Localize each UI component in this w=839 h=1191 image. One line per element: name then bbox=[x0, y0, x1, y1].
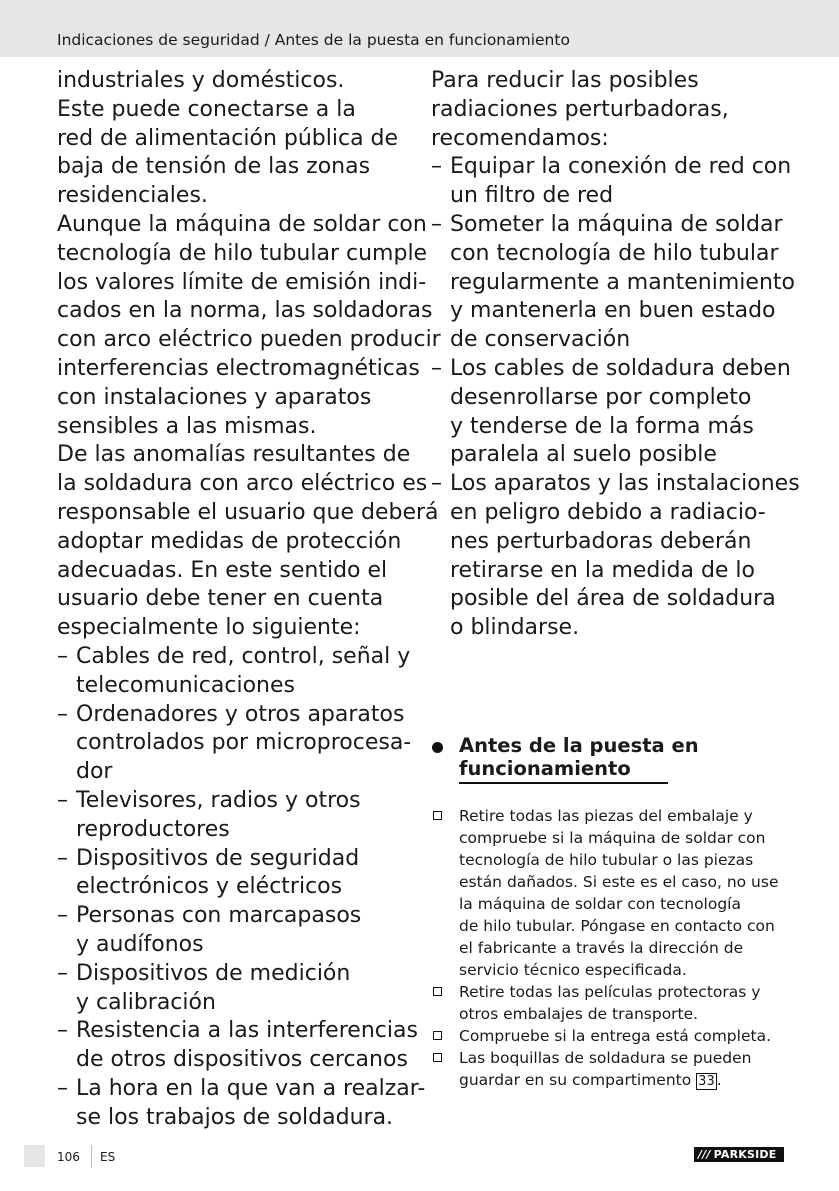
text-line: interferencias electromagnéticas bbox=[57, 355, 420, 381]
text-fragment: guardar en su compartimento bbox=[459, 1071, 692, 1089]
text-line: con arco eléctrico pueden producir bbox=[57, 327, 441, 353]
dash-item bbox=[431, 355, 791, 470]
text-fragment: . bbox=[716, 1071, 722, 1089]
text-line: están dañados. Si este es el caso, no use bbox=[459, 873, 779, 891]
text-line: se los trabajos de soldadura. bbox=[76, 1104, 394, 1130]
dash-item bbox=[57, 960, 417, 1018]
left-paragraph-3 bbox=[57, 441, 439, 643]
brand-logo bbox=[694, 1147, 784, 1162]
text-line: posible del área de soldadura bbox=[450, 586, 776, 612]
text-line: telecomunicaciones bbox=[76, 672, 295, 698]
text-line: La hora en la que van a realzar- bbox=[76, 1075, 426, 1101]
text-line: tecnología de hilo tubular cumple bbox=[57, 240, 428, 266]
text-line: Ordenadores y otros aparatos bbox=[76, 701, 405, 727]
text-line: un filtro de red bbox=[450, 183, 614, 209]
text-line: compruebe si la máquina de soldar con bbox=[459, 829, 766, 847]
text-line: responsable el usuario que deberá bbox=[57, 499, 439, 525]
text-line: Los aparatos y las instalaciones bbox=[450, 471, 800, 497]
text-line: con tecnología de hilo tubular bbox=[450, 240, 779, 266]
dash-mark: – bbox=[57, 787, 68, 813]
text-line: o blindarse. bbox=[450, 615, 580, 641]
text-line: en peligro debido a radiacio- bbox=[450, 499, 766, 525]
text-line: De las anomalías resultantes de bbox=[57, 442, 411, 468]
text-line: usuario debe tener en cuenta bbox=[57, 586, 384, 612]
text-line: Los cables de soldadura deben bbox=[450, 355, 791, 381]
checkbox-square-icon bbox=[433, 811, 442, 820]
dash-item bbox=[431, 211, 795, 355]
footer-divider bbox=[91, 1145, 92, 1168]
brand-slashes: /// bbox=[698, 1148, 711, 1161]
brand-name: PARKSIDE bbox=[713, 1148, 777, 1161]
dash-mark: – bbox=[57, 960, 68, 986]
title-line: Antes de la puesta en bbox=[459, 734, 699, 757]
dash-mark: – bbox=[57, 903, 68, 929]
dash-item bbox=[57, 701, 417, 787]
bullet-dot-icon bbox=[432, 742, 443, 753]
text-line: baja de tensión de las zonas bbox=[57, 154, 371, 180]
dash-mark: – bbox=[57, 1018, 68, 1044]
checklist-item bbox=[431, 1025, 791, 1047]
dash-item bbox=[431, 470, 800, 643]
checklist-item bbox=[431, 805, 791, 981]
dash-item bbox=[57, 845, 417, 903]
left-paragraph-2 bbox=[57, 211, 441, 441]
footer-tab bbox=[24, 1145, 45, 1167]
text-line: especialmente lo siguiente: bbox=[57, 615, 361, 641]
text-line: Retire todas las piezas del embalaje y bbox=[459, 807, 753, 825]
dash-mark: – bbox=[57, 701, 68, 727]
text-line: radiaciones perturbadoras, bbox=[431, 96, 729, 122]
dash-item bbox=[57, 787, 417, 845]
text-line: los valores límite de emisión indi- bbox=[57, 269, 427, 295]
text-line: regularmente a mantenimiento bbox=[450, 269, 795, 295]
text-line: Personas con marcapasos bbox=[76, 903, 362, 929]
text-line: Aunque la máquina de soldar con bbox=[57, 211, 427, 237]
text-line: electrónicos y eléctricos bbox=[76, 874, 343, 900]
text-line: Someter la máquina de soldar bbox=[450, 211, 783, 237]
page-number: 106 bbox=[57, 1150, 80, 1164]
text-line: Este puede conectarse a la bbox=[57, 96, 356, 122]
title-line: funcionamiento bbox=[459, 757, 631, 780]
header-title: Indicaciones de seguridad / Antes de la puesta en funcionamiento bbox=[57, 31, 570, 49]
checklist-item bbox=[431, 981, 791, 1025]
text-line: Retire todas las películas protectoras y bbox=[459, 983, 761, 1001]
dash-mark: – bbox=[57, 845, 68, 871]
text-line: Las boquillas de soldadura se pueden bbox=[459, 1049, 752, 1067]
dash-mark: – bbox=[431, 154, 442, 180]
left-paragraph-1 bbox=[57, 67, 417, 211]
right-intro bbox=[431, 67, 791, 153]
text-line: Equipar la conexión de red con bbox=[450, 154, 792, 180]
dash-item bbox=[57, 902, 417, 960]
text-line: paralela al suelo posible bbox=[450, 442, 717, 468]
text-line: Resistencia a las interferencias bbox=[76, 1018, 418, 1044]
checklist-item bbox=[431, 1047, 791, 1093]
dash-mark: – bbox=[431, 211, 442, 237]
text-line: y mantenerla en buen estado bbox=[450, 298, 776, 324]
dash-mark: – bbox=[57, 1075, 68, 1101]
page-header bbox=[0, 0, 839, 57]
right-column bbox=[431, 67, 800, 643]
text-line: el fabricante a través la dirección de bbox=[459, 939, 744, 957]
text-line: controlados por microprocesa- bbox=[76, 730, 412, 756]
text-line: Dispositivos de medición bbox=[76, 960, 351, 986]
text-line: desenrollarse por completo bbox=[450, 384, 752, 410]
language-code: ES bbox=[100, 1150, 116, 1164]
dash-mark: – bbox=[57, 643, 68, 669]
checkbox-square-icon bbox=[433, 987, 442, 996]
text-line: de conservación bbox=[450, 327, 631, 353]
text-line: servicio técnico especificada. bbox=[459, 961, 687, 979]
dash-item bbox=[431, 153, 791, 211]
left-column bbox=[57, 67, 441, 1132]
text-line: de hilo tubular. Póngase en contacto con bbox=[459, 917, 775, 935]
text-line: Compruebe si la entrega está completa. bbox=[459, 1027, 771, 1045]
text-line: dor bbox=[76, 759, 113, 785]
text-line: y calibración bbox=[76, 989, 216, 1015]
text-line: industriales y domésticos. bbox=[57, 68, 345, 93]
text-line: la soldadura con arco eléctrico es bbox=[57, 471, 428, 497]
text-line: tecnología de hilo tubular o las piezas bbox=[459, 851, 754, 869]
text-line: recomendamos: bbox=[431, 125, 609, 151]
text-line: cados en la norma, las soldadoras bbox=[57, 298, 433, 324]
checkbox-square-icon bbox=[433, 1053, 442, 1062]
dash-mark: – bbox=[431, 471, 442, 497]
text-line: adoptar medidas de protección bbox=[57, 528, 402, 554]
dash-item bbox=[57, 1017, 417, 1075]
text-line: Cables de red, control, señal y bbox=[76, 643, 411, 669]
text-line: red de alimentación pública de bbox=[57, 125, 399, 151]
text-line: de otros dispositivos cercanos bbox=[76, 1047, 408, 1073]
text-line: retirarse en la medida de lo bbox=[450, 557, 756, 583]
text-line: sensibles a las mismas. bbox=[57, 413, 317, 439]
section-title bbox=[459, 734, 699, 780]
dash-item bbox=[57, 643, 417, 701]
text-line: y tenderse de la forma más bbox=[450, 413, 754, 439]
text-line: reproductores bbox=[76, 816, 230, 842]
text-line: Televisores, radios y otros bbox=[76, 787, 361, 813]
part-reference-number: 33 bbox=[698, 1074, 715, 1089]
text-line: la máquina de soldar con tecnología bbox=[459, 895, 741, 913]
text-line: con instalaciones y aparatos bbox=[57, 384, 372, 410]
checkbox-square-icon bbox=[433, 1031, 442, 1040]
text-line: nes perturbadoras deberán bbox=[450, 528, 752, 554]
text-line: Para reducir las posibles bbox=[431, 68, 699, 93]
text-line: otros embalajes de transporte. bbox=[459, 1005, 699, 1023]
dash-mark: – bbox=[431, 355, 442, 381]
text-line: Dispositivos de seguridad bbox=[76, 845, 360, 871]
text-line: residenciales. bbox=[57, 183, 208, 209]
text-line: adecuadas. En este sentido el bbox=[57, 557, 388, 583]
text-line: y audífonos bbox=[76, 931, 204, 957]
checklist bbox=[431, 805, 791, 1093]
dash-item bbox=[57, 1075, 426, 1133]
text-line-with-ref bbox=[459, 1069, 791, 1093]
title-underline bbox=[459, 782, 668, 784]
